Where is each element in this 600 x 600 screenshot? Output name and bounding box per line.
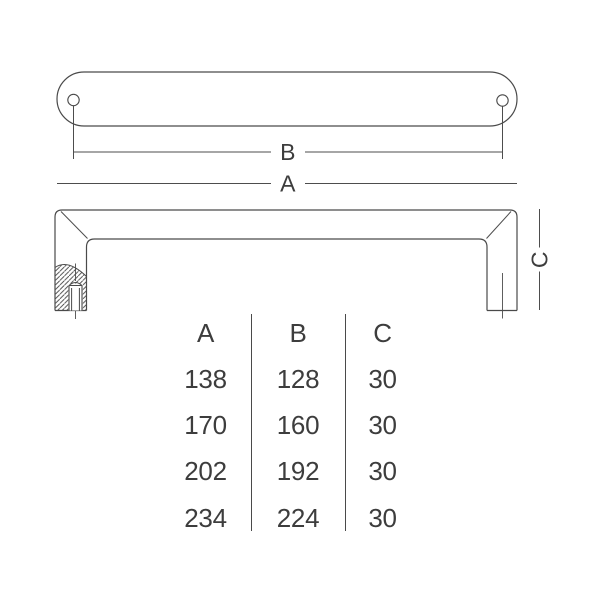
dimension-a: [57, 171, 517, 197]
table-cell-b2: 160: [276, 410, 320, 441]
dimension-b: [74, 139, 503, 165]
table-cell-a2: 170: [184, 410, 227, 441]
table-header-c: C: [373, 317, 392, 348]
table-cell-b3: 192: [276, 456, 320, 487]
table-cell-c3: 30: [368, 456, 397, 487]
table-header-a: A: [196, 317, 215, 348]
right-corner-chamfer-line: [487, 212, 512, 239]
left-corner-chamfer-line: [61, 212, 88, 239]
front-view: [50, 210, 517, 319]
dimension-b-label: B: [280, 139, 296, 165]
left-screw-hole: [68, 94, 79, 105]
table-header-b: B: [289, 317, 307, 348]
table-cell-a4: 234: [184, 502, 227, 533]
table-cell-b4: 224: [276, 502, 320, 533]
threaded-hole-mask: [68, 284, 82, 311]
size-table: [160, 310, 420, 542]
dimension-c-label: C: [526, 250, 553, 269]
top-view-outline: [57, 72, 517, 126]
dimension-c: [527, 209, 553, 310]
table-cell-c4: 30: [368, 502, 397, 533]
left-leg-section: [50, 253, 92, 319]
front-outer-profile: [55, 210, 517, 311]
table-cell-c1: 30: [368, 363, 397, 394]
table-cell-c2: 30: [368, 410, 397, 441]
table-cell-b1: 128: [276, 363, 320, 394]
dimension-a-label: A: [280, 170, 296, 197]
front-inner-profile: [87, 239, 488, 311]
table-cell-a3: 202: [184, 456, 227, 487]
right-screw-hole: [497, 95, 508, 106]
table-cell-a1: 138: [184, 363, 227, 394]
